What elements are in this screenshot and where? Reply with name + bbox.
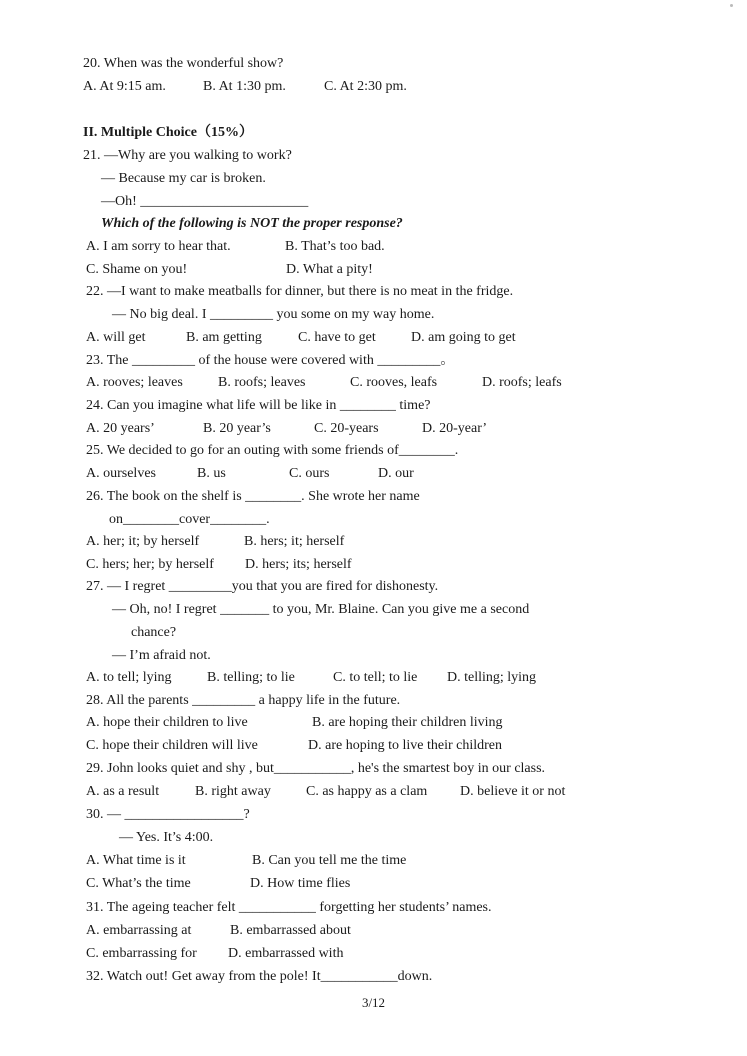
question-26-option-c: C. hers; her; by herself bbox=[86, 557, 214, 572]
question-30-option-d: D. How time flies bbox=[250, 876, 351, 891]
question-22-stem: 22. —I want to make meatballs for dinner, but there is no meat in the fridge. bbox=[86, 284, 514, 299]
question-21-option-d: D. What a pity! bbox=[286, 262, 373, 277]
question-22-line-2: — No big deal. I _________ you some on my way home. bbox=[112, 307, 435, 322]
question-29-option-c: C. as happy as a clam bbox=[306, 784, 428, 799]
question-23-option-b: B. roofs; leaves bbox=[218, 375, 306, 390]
question-22-option-a: A. will get bbox=[86, 330, 146, 345]
question-24-option-a: A. 20 years’ bbox=[86, 421, 155, 436]
question-27-option-b: B. telling; to lie bbox=[207, 670, 295, 685]
question-31-stem: 31. The ageing teacher felt ___________ forgetting her students’ names. bbox=[86, 900, 492, 915]
question-27-option-c: C. to tell; to lie bbox=[333, 670, 418, 685]
question-30-line-2: — Yes. It’s 4:00. bbox=[119, 830, 214, 845]
question-27-option-a: A. to tell; lying bbox=[86, 670, 172, 685]
question-21-option-a: A. I am sorry to hear that. bbox=[86, 239, 231, 254]
question-32-stem: 32. Watch out! Get away from the pole! It___________down. bbox=[86, 969, 433, 984]
question-24-option-d: D. 20-year’ bbox=[422, 421, 488, 436]
question-23-stem: 23. The _________ of the house were covered with _________。 bbox=[86, 353, 455, 368]
question-29-option-a: A. as a result bbox=[86, 784, 160, 799]
question-21-option-b: B. That’s too bad. bbox=[285, 239, 385, 254]
question-21-instruction: Which of the following is NOT the proper response? bbox=[101, 216, 403, 231]
question-25-option-a: A. ourselves bbox=[86, 466, 156, 481]
question-20-option-a: A. At 9:15 am. bbox=[83, 79, 166, 94]
question-23-option-a: A. rooves; leaves bbox=[86, 375, 183, 390]
question-30-option-c: C. What’s the time bbox=[86, 876, 191, 891]
question-26-stem: 26. The book on the shelf is ________. She wrote her name bbox=[86, 489, 420, 504]
question-21-line-3: —Oh! ________________________ bbox=[101, 194, 309, 209]
question-25-option-b: B. us bbox=[197, 466, 226, 481]
question-25-option-d: D. our bbox=[378, 466, 414, 481]
question-31-option-b: B. embarrassed about bbox=[230, 923, 351, 938]
question-25-stem: 25. We decided to go for an outing with some friends of________. bbox=[86, 443, 459, 458]
question-21-option-c: C. Shame on you! bbox=[86, 262, 188, 277]
question-23-option-d: D. roofs; leafs bbox=[482, 375, 562, 390]
section-title: II. Multiple Choice（15%） bbox=[83, 125, 253, 140]
question-31-option-c: C. embarrassing for bbox=[86, 946, 197, 961]
question-29-option-d: D. believe it or not bbox=[460, 784, 566, 799]
question-27-line-2: — Oh, no! I regret _______ to you, Mr. Blaine. Can you give me a second bbox=[112, 602, 530, 617]
question-20-option-c: C. At 2:30 pm. bbox=[324, 79, 407, 94]
question-21-stem: 21. —Why are you walking to work? bbox=[83, 148, 292, 163]
question-26-line-2: on________cover________. bbox=[109, 512, 270, 527]
question-28-option-c: C. hope their children will live bbox=[86, 738, 258, 753]
question-22-option-b: B. am getting bbox=[186, 330, 262, 345]
question-27-line-3: chance? bbox=[131, 625, 177, 640]
question-30-option-a: A. What time is it bbox=[86, 853, 186, 868]
question-28-stem: 28. All the parents _________ a happy life in the future. bbox=[86, 693, 401, 708]
question-21-line-2: — Because my car is broken. bbox=[101, 171, 266, 186]
question-22-option-c: C. have to get bbox=[298, 330, 376, 345]
question-22-option-d: D. am going to get bbox=[411, 330, 516, 345]
page-number: 3/12 bbox=[361, 995, 386, 1010]
question-28-option-d: D. are hoping to live their children bbox=[308, 738, 502, 753]
question-29-stem: 29. John looks quiet and shy , but___________, he's the smartest boy in our class. bbox=[86, 761, 546, 776]
question-24-option-c: C. 20-years bbox=[314, 421, 379, 436]
question-31-option-a: A. embarrassing at bbox=[86, 923, 192, 938]
question-29-option-b: B. right away bbox=[195, 784, 271, 799]
question-31-option-d: D. embarrassed with bbox=[228, 946, 344, 961]
question-27-option-d: D. telling; lying bbox=[447, 670, 537, 685]
question-26-option-d: D. hers; its; herself bbox=[245, 557, 352, 572]
question-27-line-4: — I’m afraid not. bbox=[112, 648, 211, 663]
scan-speck bbox=[730, 4, 733, 7]
question-28-option-a: A. hope their children to live bbox=[86, 715, 248, 730]
question-28-option-b: B. are hoping their children living bbox=[312, 715, 503, 730]
question-27-stem: 27. — I regret _________you that you are fired for dishonesty. bbox=[86, 579, 439, 594]
question-24-option-b: B. 20 year’s bbox=[203, 421, 271, 436]
question-24-stem: 24. Can you imagine what life will be like in ________ time? bbox=[86, 398, 431, 413]
question-26-option-b: B. hers; it; herself bbox=[244, 534, 345, 549]
question-25-option-c: C. ours bbox=[289, 466, 330, 481]
question-30-stem: 30. — _________________? bbox=[86, 807, 250, 822]
question-30-option-b: B. Can you tell me the time bbox=[252, 853, 407, 868]
question-20-stem: 20. When was the wonderful show? bbox=[83, 56, 284, 71]
question-26-option-a: A. her; it; by herself bbox=[86, 534, 200, 549]
question-20-option-b: B. At 1:30 pm. bbox=[203, 79, 286, 94]
question-23-option-c: C. rooves, leafs bbox=[350, 375, 438, 390]
